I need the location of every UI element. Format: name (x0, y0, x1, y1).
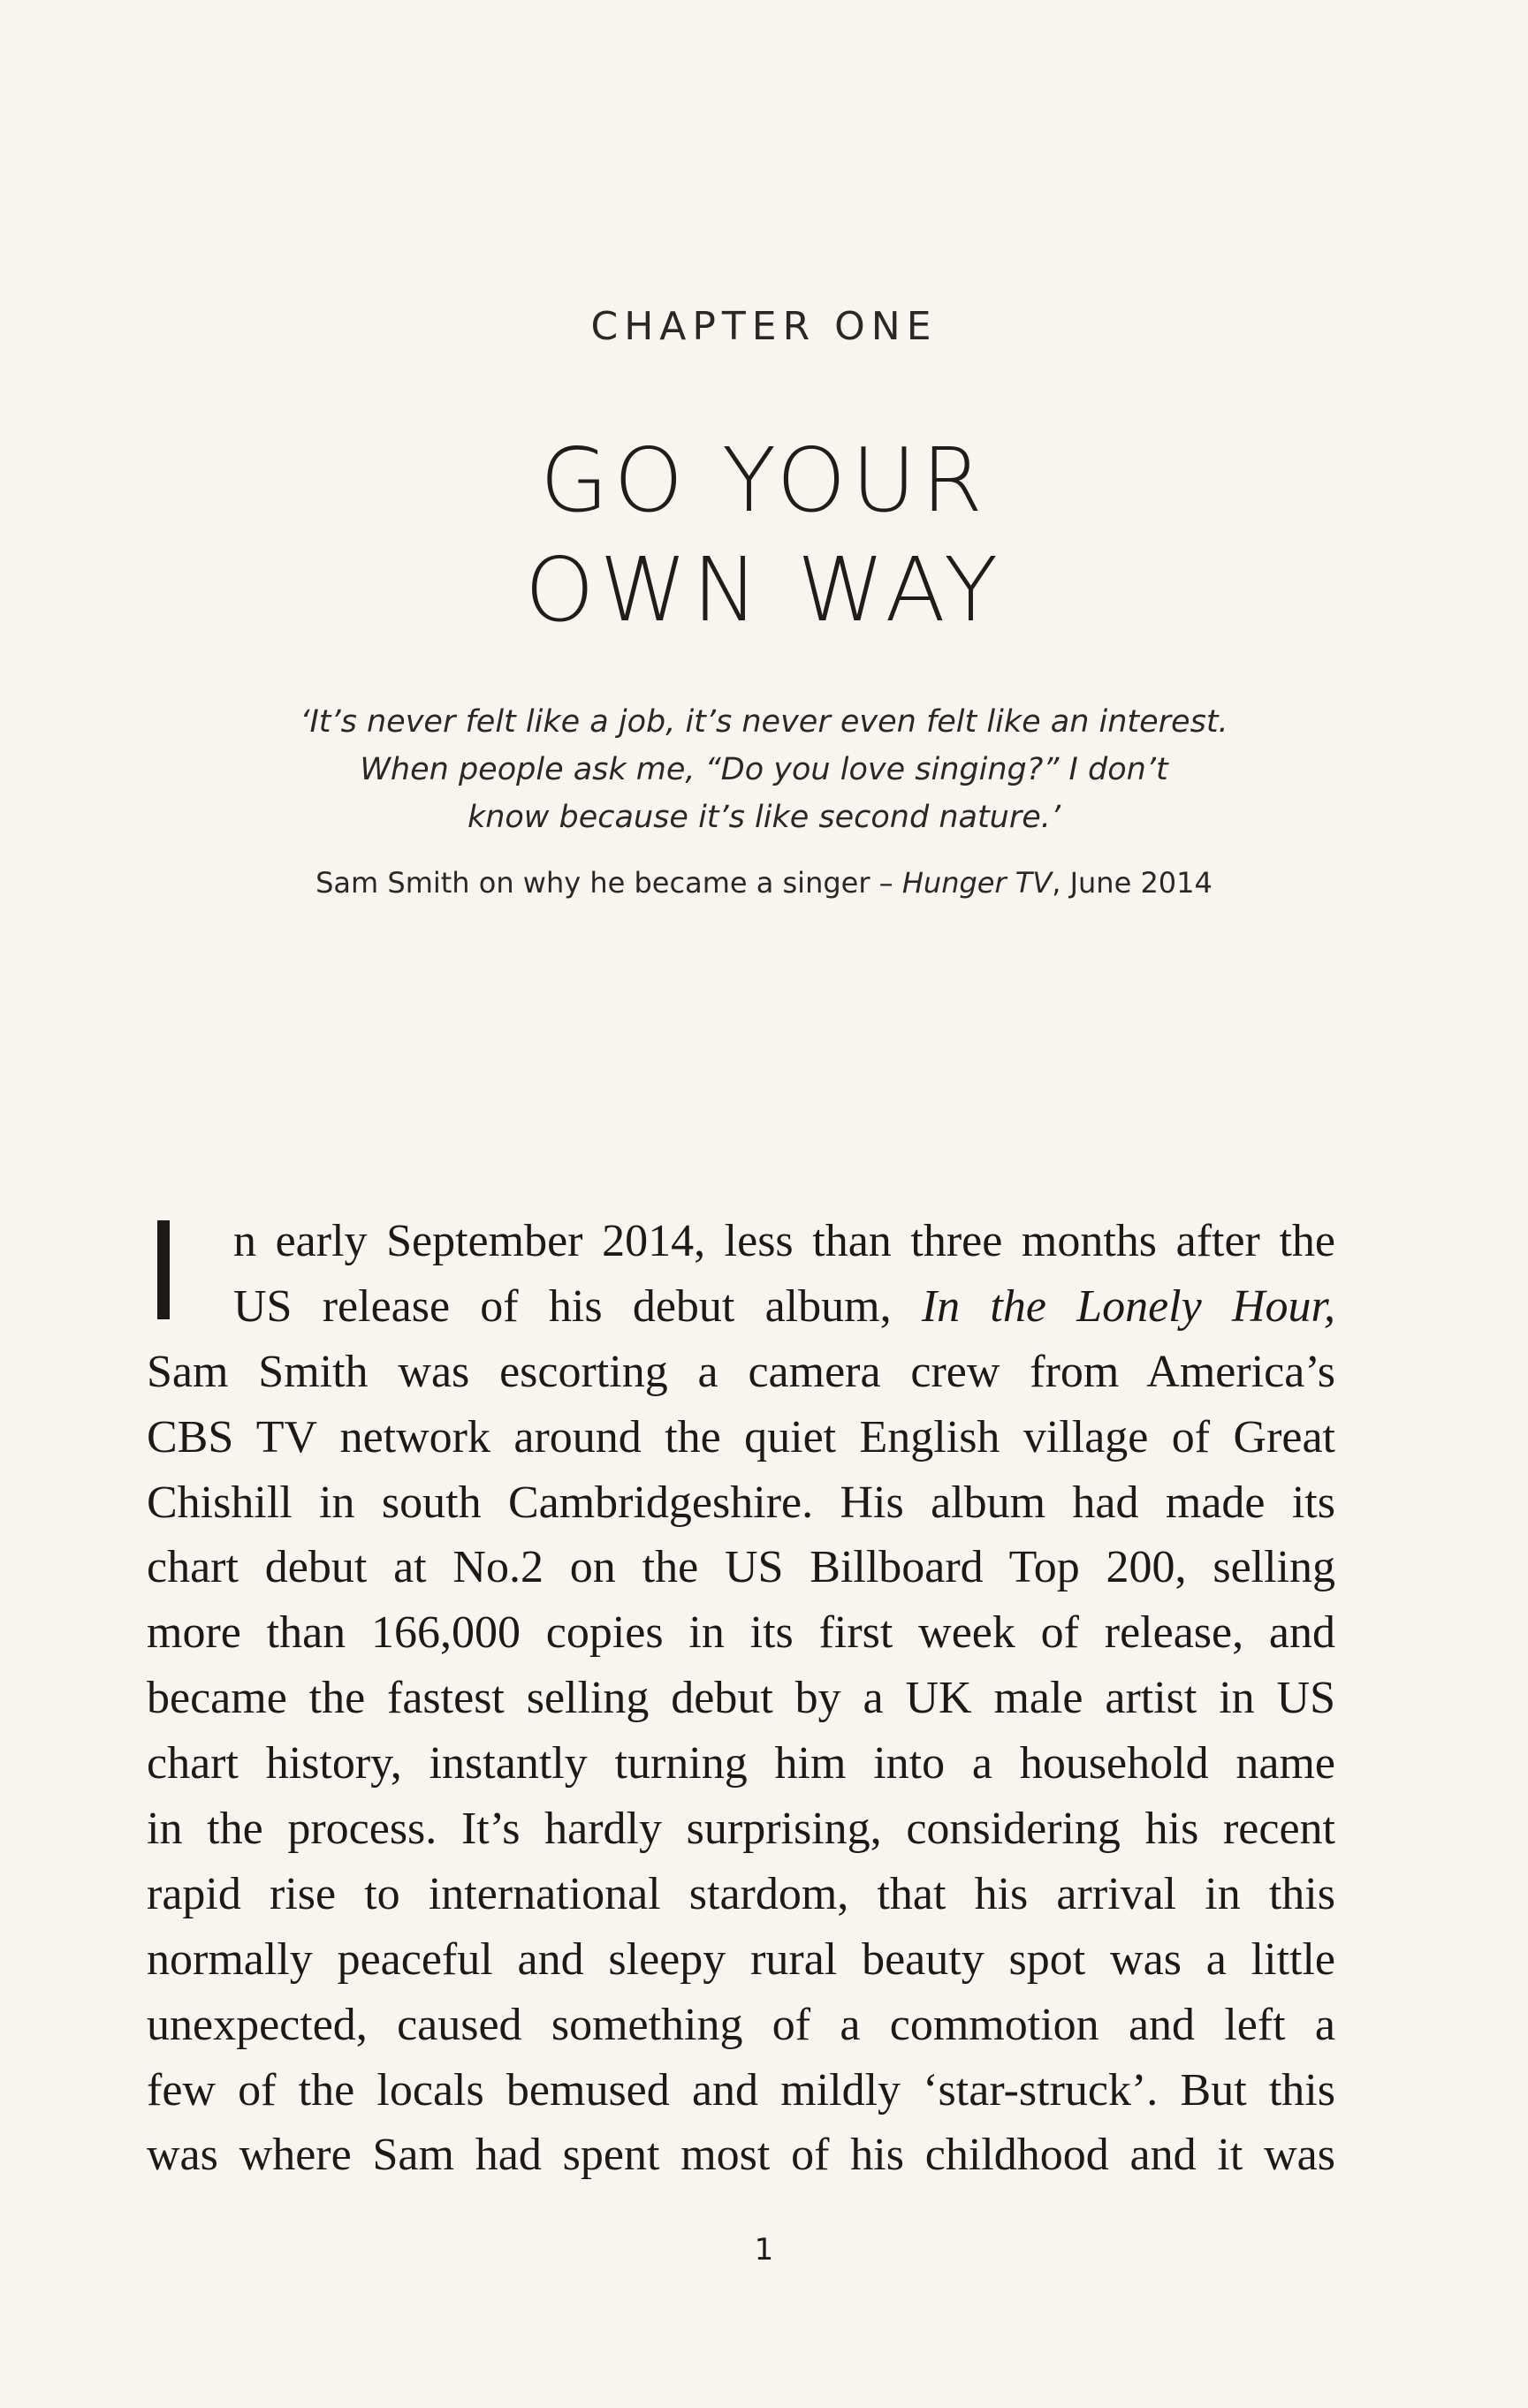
body-line: Chishill in south Cambridgeshire. His album had made its (147, 1477, 1335, 1528)
body-line: normally peaceful and sleepy rural beauty spot was a little (147, 1933, 1335, 1985)
body-line: unexpected, caused something of a commotion and left a (147, 1999, 1335, 2050)
page-number: 1 (754, 2232, 774, 2267)
chapter-label: CHAPTER ONE (590, 304, 938, 349)
epigraph-line: know because it’s like second nature.’ (467, 800, 1061, 835)
body-line: CBS TV network around the quiet English village of Great (147, 1411, 1335, 1462)
epigraph-attribution (0, 866, 1528, 900)
attribution-text: Sam Smith on why he became a singer – (315, 866, 902, 900)
attribution-date: , June 2014 (1052, 866, 1213, 900)
body-line: became the fastest selling debut by a UK male artist in US (147, 1673, 1335, 1724)
body-line: chart debut at No.2 on the US Billboard Top 200, selling (147, 1542, 1335, 1593)
body-line: in the process. It’s hardly surprising, considering his recent (147, 1804, 1335, 1855)
body-line: more than 166,000 copies in its first week of release, and (147, 1607, 1335, 1659)
chapter-title-line: GO YOUR (540, 429, 988, 532)
body-line: rapid rise to international stardom, that his arrival in this (147, 1868, 1335, 1919)
attribution-publication: Hunger TV (901, 866, 1053, 900)
chapter-title (0, 426, 1528, 645)
epigraph-quote (0, 698, 1528, 841)
body-paragraph (147, 1209, 1335, 2188)
body-line: chart history, instantly turning him into a household name (147, 1738, 1335, 1789)
album-title: In the Lonely Hour, (921, 1280, 1335, 1332)
epigraph-line: When people ask me, “Do you love singing?” I don’t (360, 752, 1168, 787)
body-line (147, 1274, 1335, 1340)
body-line: few of the locals bemused and mildly ‘star-struck’. But this (147, 2064, 1335, 2116)
body-line: n early September 2014, less than three months after the (233, 1216, 1335, 1266)
body-line: Sam Smith was escorting a camera crew from America’s (147, 1346, 1335, 1397)
body-line-text: US release of his debut album, (233, 1280, 922, 1332)
epigraph-line: ‘It’s never felt like a job, it’s never even felt like an interest. (300, 704, 1228, 740)
body-line: was where Sam had spent most of his childhood and it was (147, 2130, 1335, 2181)
chapter-title-line: OWN WAY (524, 538, 1004, 642)
